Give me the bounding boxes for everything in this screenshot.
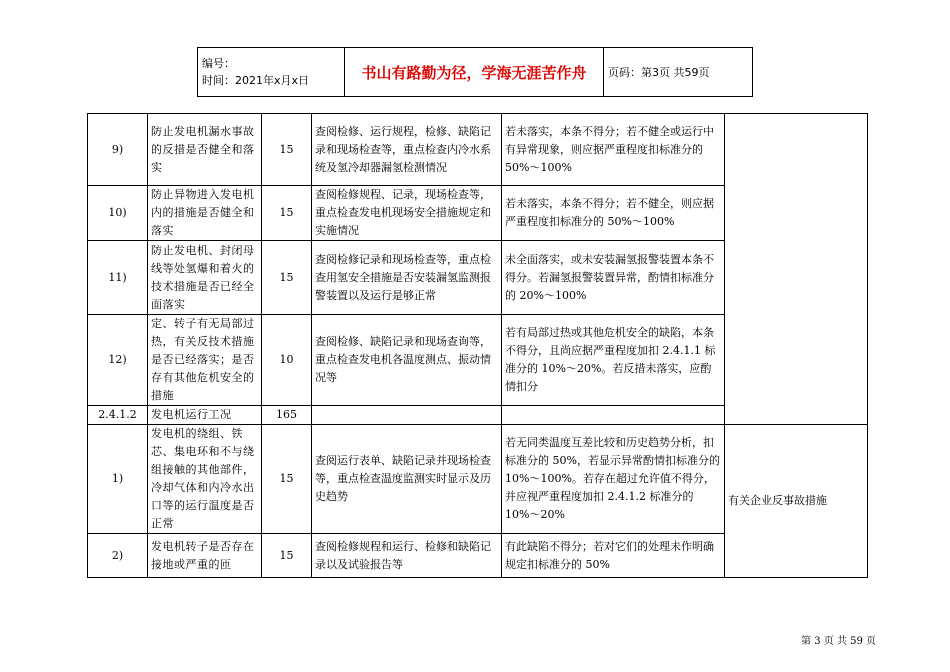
check-item: 防止异物进入发电机内的措施是否健全和落实 — [148, 186, 262, 241]
scoring-standard: 未全面落实，或未安装漏氢报警装置本条不得分。若漏氢报警装置异常，酌情扣标准分的 20%～100% — [502, 241, 725, 315]
section-score: 165 — [262, 406, 312, 425]
check-method: 查阅运行表单、缺陷记录并现场检查等，重点检查温度监测实时显示及历史趋势 — [312, 425, 502, 534]
page-footer: 第 3 页 共 59 页 — [801, 636, 876, 647]
section-number: 2.4.1.2 — [88, 406, 148, 425]
check-item: 定、转子有无局部过热，有关反技术措施是否已经落实；是否存有其他危机安全的措施 — [148, 315, 262, 406]
scoring-standard: 若未落实，本条不得分；若不健全，则应据严重程度扣标准分的 50%～100% — [502, 186, 725, 241]
row-number: 1) — [88, 425, 148, 534]
row-number: 12) — [88, 315, 148, 406]
check-method: 查阅检修规程、记录，现场检查等，重点检查发电机现场安全措施规定和实施情况 — [312, 186, 502, 241]
header-motto: 书山有路勤为径，学海无涯苦作舟 — [345, 48, 604, 97]
check-item: 防止发电机漏水事故的反措是否健全和落实 — [148, 114, 262, 186]
inspection-table — [87, 113, 868, 578]
check-method: 查阅检修规程和运行、检修和缺陷记录以及试验报告等 — [312, 534, 502, 578]
check-method: 查阅检修、运行规程，检修、缺陷记录和现场检查等，重点检查内冷水系统及氢冷却器漏氢检测情况 — [312, 114, 502, 186]
header-page-label: 页码：第3页 共59页 — [604, 48, 753, 97]
row-number: 9) — [88, 114, 148, 186]
row-number: 10) — [88, 186, 148, 241]
row-number: 2) — [88, 534, 148, 578]
check-item: 发电机转子是否存在接地或严重的匝 — [148, 534, 262, 578]
scoring-standard: 有此缺陷不得分；若对它们的处理未作明确规定扣标准分的 50% — [502, 534, 725, 578]
check-method: 查阅检修、缺陷记录和现场查询等，重点检查发电机各温度测点、振动情况等 — [312, 315, 502, 406]
standard-score: 15 — [262, 186, 312, 241]
remark-cell: 有关企业反事故措施 — [725, 425, 868, 578]
check-item: 发电机的绕组、铁芯、集电环和不与绕组接触的其他部件，冷却气体和内冷水出口等的运行温度是否正常 — [148, 425, 262, 534]
standard-score: 15 — [262, 114, 312, 186]
check-item: 防止发电机、封闭母线等处氢爆和着火的技术措施是否已经全面落实 — [148, 241, 262, 315]
header-meta — [198, 48, 345, 97]
check-method — [312, 406, 502, 425]
table-row — [88, 114, 868, 186]
page-header — [197, 47, 753, 97]
scoring-standard: 若有局部过热或其他危机安全的缺陷，本条不得分，且尚应据严重程度加扣 2.4.1.1 标准分的 10%～20%。若反措未落实，应酌情扣分 — [502, 315, 725, 406]
scoring-standard: 若无同类温度互差比较和历史趋势分析，扣标准分的 50%，若显示异常酌情扣标准分的 10%～100%。若存在超过允许值不得分，并应视严重程度加扣 2.4.1.2 标准分的 10%～20% — [502, 425, 725, 534]
time-label: 时间：2021年x月x日 — [202, 74, 310, 87]
remark-cell-empty — [725, 114, 868, 425]
standard-score: 15 — [262, 534, 312, 578]
standard-score: 10 — [262, 315, 312, 406]
row-number: 11) — [88, 241, 148, 315]
table-row — [88, 425, 868, 534]
scoring-standard: 若未落实，本条不得分；若不健全或运行中有异常现象，则应据严重程度扣标准分的 50%～100% — [502, 114, 725, 186]
scoring-standard — [502, 406, 725, 425]
standard-score: 15 — [262, 425, 312, 534]
section-title: 发电机运行工况 — [148, 406, 262, 425]
standard-score: 15 — [262, 241, 312, 315]
number-label: 编号： — [202, 57, 235, 70]
check-method: 查阅检修记录和现场检查等，重点检查用氢安全措施是否安装漏氢监测报警装置以及运行是够正常 — [312, 241, 502, 315]
